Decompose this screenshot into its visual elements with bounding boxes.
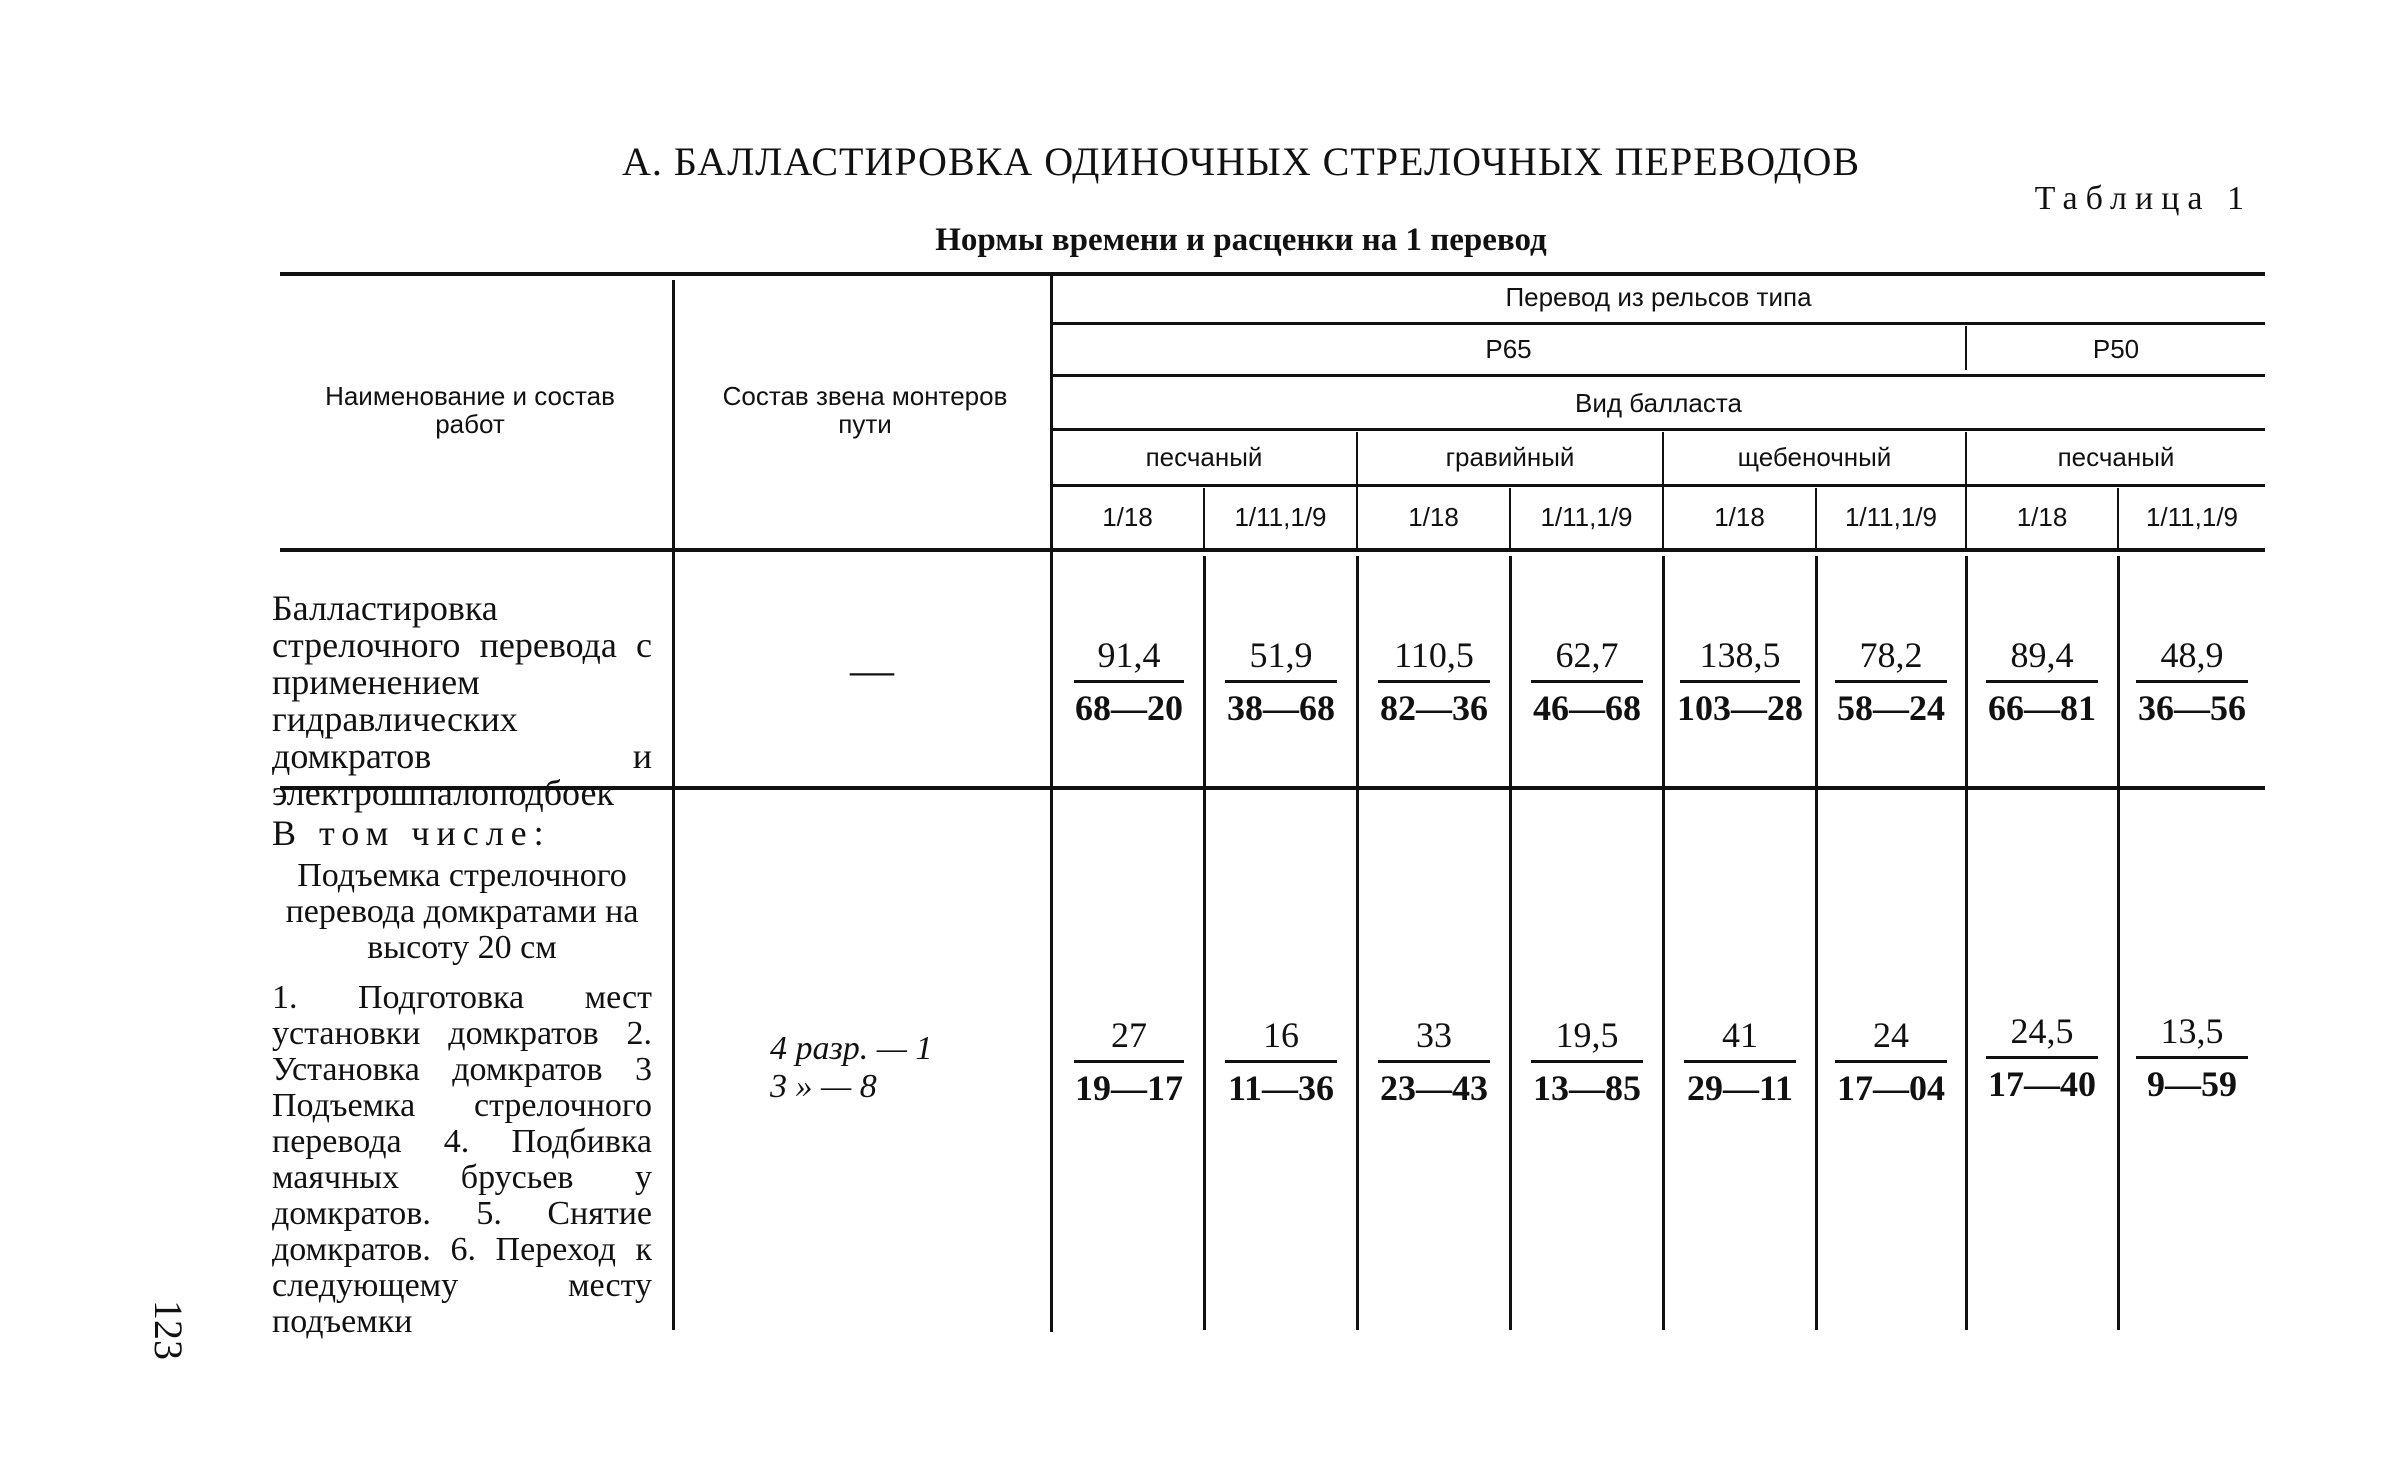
- row1-rate-5: 103—28: [1677, 688, 1803, 728]
- row2-norm-5: 41: [1722, 1015, 1758, 1055]
- row2-rate-1: 19—17: [1075, 1068, 1183, 1108]
- row1-rate-8: 36—56: [2138, 688, 2246, 728]
- row1-norm-8: 48,9: [2160, 635, 2224, 675]
- subcol-4: 1/11,1/9: [1540, 502, 1633, 532]
- row1-rate-1: 68—20: [1075, 688, 1183, 728]
- subcol-3: 1/18: [1408, 502, 1459, 532]
- rule-body-1: [1203, 556, 1206, 1330]
- header-ballast-crushed: щебеночный: [1737, 442, 1892, 472]
- row2-cell-4: [1519, 1012, 1655, 1111]
- row1-rate-3: 82—36: [1380, 688, 1488, 728]
- row1-rate-4: 46—68: [1533, 688, 1641, 728]
- header-ballast-title: Вид балласта: [1575, 388, 1742, 418]
- row2-cell-2: [1213, 1012, 1349, 1111]
- row2-norm-7: 24,5: [2010, 1011, 2074, 1051]
- row2-subtitle: Подъемка стрелочного перевода домкратами на высоту 20 см: [285, 857, 639, 966]
- row2-cell-1: [1062, 1012, 1196, 1111]
- rule-body-7: [2117, 556, 2120, 1330]
- rule-ballast-title: [1052, 428, 2265, 431]
- row2-crew-line1: 4 разр. — 1: [770, 1030, 933, 1067]
- header-ballast-gravel: гравийный: [1445, 442, 1575, 472]
- row1-rate-7: 66—81: [1988, 688, 2096, 728]
- rule-header-bottom: [280, 548, 2265, 552]
- subcol-2: 1/11,1/9: [1234, 502, 1327, 532]
- row1-norm-2: 51,9: [1249, 635, 1313, 675]
- row2-cell-8: [2124, 1008, 2260, 1107]
- row2-rate-7: 17—40: [1988, 1064, 2096, 1104]
- row2-norm-1: 27: [1111, 1015, 1147, 1055]
- rule-body-6: [1965, 556, 1968, 1330]
- row1-cell-2: [1213, 632, 1349, 731]
- rule-ballast-types: [1052, 484, 2265, 487]
- row2-rate-8: 9—59: [2147, 1064, 2237, 1104]
- row1-cell-6: [1823, 632, 1959, 731]
- rule-col-crew: [1050, 272, 1053, 1332]
- rule-col-work: [672, 280, 675, 1330]
- row2-norm-4: 19,5: [1555, 1015, 1619, 1055]
- rule-top: [280, 272, 2265, 276]
- row2-crew-line2: 3 » — 8: [770, 1068, 877, 1105]
- row2-title: В том числе:: [272, 813, 551, 853]
- row2-cell-3: [1366, 1012, 1502, 1111]
- row1-work-name: Балластировка стрелочного перевода с применением гидравлических домкратов и электрошпалоподбоек: [272, 588, 652, 813]
- row1-norm-3: 110,5: [1394, 635, 1474, 675]
- rule-rail-types: [1052, 374, 2265, 377]
- rule-body-4: [1662, 556, 1665, 1330]
- row2-norm-2: 16: [1263, 1015, 1299, 1055]
- header-group-title: Перевод из рельсов типа: [1505, 282, 1812, 312]
- row2-norm-8: 13,5: [2160, 1011, 2224, 1051]
- row1-cell-8: [2124, 632, 2260, 731]
- header-crew-label: Состав звена монтеров пути: [722, 381, 1008, 439]
- row2-cell-5: [1672, 1012, 1808, 1111]
- header-ballast-sand: песчаный: [1145, 442, 1263, 472]
- header-rail-r50: Р50: [2092, 334, 2140, 364]
- rule-group-title: [1052, 322, 2265, 325]
- subcol-7: 1/18: [2016, 502, 2068, 532]
- row1-norm-1: 91,4: [1097, 635, 1161, 675]
- row1-norm-4: 62,7: [1555, 635, 1619, 675]
- rule-body-3: [1509, 556, 1512, 1330]
- row2-cell-7: [1974, 1008, 2110, 1107]
- subcol-1: 1/18: [1102, 502, 1153, 532]
- row1-rate-2: 38—68: [1227, 688, 1335, 728]
- row1-crew: —: [850, 646, 894, 695]
- row1-cell-7: [1974, 632, 2110, 731]
- row2-rate-4: 13—85: [1533, 1068, 1641, 1108]
- table-subheading: Нормы времени и расценки на 1 перевод: [935, 222, 1547, 258]
- header-crew: [700, 382, 1030, 438]
- row2-crew: [770, 1030, 970, 1106]
- table-label: Таблица 1: [2034, 180, 2252, 217]
- rule-body-2: [1356, 556, 1359, 1330]
- row1-cell-3: [1366, 632, 1502, 731]
- row2-rate-6: 17—04: [1837, 1068, 1945, 1108]
- row1-norm-6: 78,2: [1859, 635, 1923, 675]
- row2-steps: 1. Подготовка мест установки домкратов 2. Установка домкратов 3 Подъемка стрелочного перевода 4. Подбивка маячных брусьев у домкратов. 5. Снятие домкратов. 6. Переход к следующему месту подъемки: [272, 979, 652, 1340]
- section-heading: А. БАЛЛАСТИРОВКА ОДИНОЧНЫХ СТРЕЛОЧНЫХ ПЕРЕВОДОВ: [621, 139, 1861, 184]
- header-rail-r65: Р65: [1485, 334, 1532, 364]
- row2-cell-6: [1823, 1012, 1959, 1111]
- row1-norm-7: 89,4: [2010, 635, 2074, 675]
- row2-rate-2: 11—36: [1227, 1068, 1334, 1108]
- row2-norm-3: 33: [1416, 1015, 1452, 1055]
- rule-body-5: [1815, 556, 1818, 1330]
- subcol-5: 1/18: [1714, 502, 1765, 532]
- row2-norm-6: 24: [1873, 1015, 1909, 1055]
- header-ballast-sand-r50: песчаный: [2057, 442, 2175, 472]
- row1-cell-1: [1062, 632, 1196, 731]
- row1-rate-6: 58—24: [1837, 688, 1945, 728]
- row2-rate-3: 23—43: [1380, 1068, 1488, 1108]
- subcol-6: 1/11,1/9: [1844, 502, 1938, 532]
- subcol-8: 1/11,1/9: [2145, 502, 2239, 532]
- row1-cell-4: [1519, 632, 1655, 731]
- header-work-name: Наименование и состав работ: [325, 381, 615, 439]
- row2-rate-5: 29—11: [1686, 1068, 1793, 1108]
- row1-norm-5: 138,5: [1699, 635, 1781, 675]
- row1-cell-5: [1668, 632, 1812, 731]
- page-number: 123: [146, 1300, 191, 1360]
